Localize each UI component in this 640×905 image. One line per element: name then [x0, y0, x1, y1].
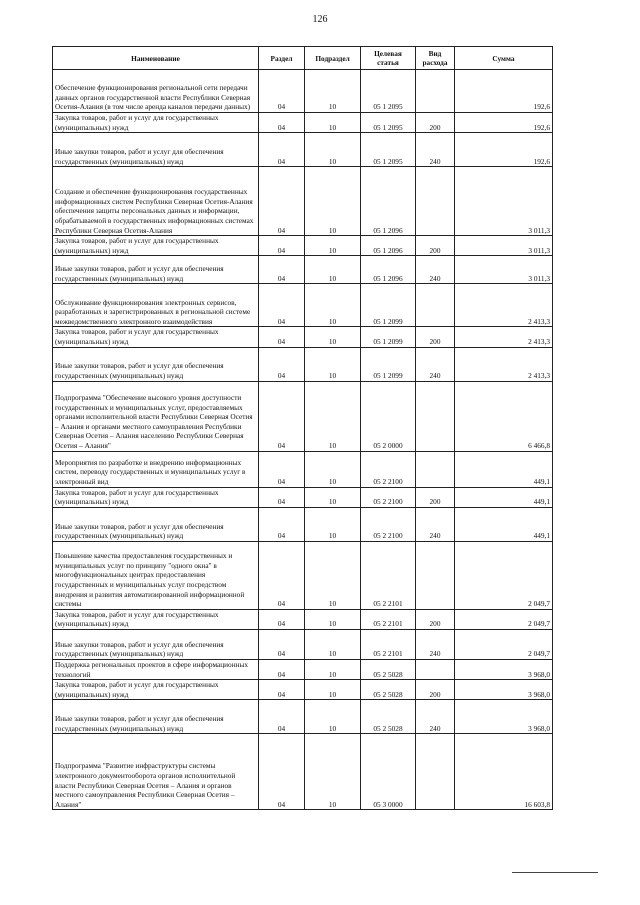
- table-row: [53, 327, 553, 347]
- budget-table: [52, 46, 553, 810]
- cell-amount: 192,6: [455, 133, 553, 167]
- header-target-article: Целевая статья: [361, 47, 416, 70]
- table-row: [53, 113, 553, 133]
- cell-section: 04: [259, 487, 305, 507]
- cell-section: 04: [259, 327, 305, 347]
- cell-section: 04: [259, 659, 305, 679]
- cell-subsection: 10: [305, 347, 361, 381]
- cell-target-article: 05 1 2095: [361, 70, 416, 113]
- cell-subsection: 10: [305, 507, 361, 541]
- cell-amount: 2 413,3: [455, 327, 553, 347]
- cell-target-article: 05 2 2101: [361, 609, 416, 629]
- cell-name: Поддержка региональных проектов в сфере информационных технологий: [53, 659, 259, 679]
- cell-subsection: 10: [305, 659, 361, 679]
- cell-section: 04: [259, 347, 305, 381]
- cell-amount: 3 968,0: [455, 680, 553, 700]
- cell-amount: 3 968,0: [455, 700, 553, 734]
- table-row: [53, 167, 553, 236]
- table-row: [53, 629, 553, 659]
- cell-subsection: 10: [305, 700, 361, 734]
- cell-section: 04: [259, 451, 305, 487]
- cell-amount: 2 413,3: [455, 284, 553, 327]
- cell-name: Обслуживание функционирования электронных сервисов, разработанных и зарегистрированных в региональной системе межведомственного электронного взаимодействия: [53, 284, 259, 327]
- cell-subsection: 10: [305, 629, 361, 659]
- cell-amount: 3 011,3: [455, 256, 553, 284]
- cell-target-article: 05 1 2096: [361, 256, 416, 284]
- cell-name: Закупка товаров, работ и услуг для государственных (муниципальных) нужд: [53, 236, 259, 256]
- cell-subsection: 10: [305, 680, 361, 700]
- cell-section: 04: [259, 113, 305, 133]
- cell-name: Иные закупки товаров, работ и услуг для обеспечения государственных (муниципальных) нужд: [53, 133, 259, 167]
- cell-subsection: 10: [305, 734, 361, 810]
- cell-amount: 3 968,0: [455, 659, 553, 679]
- cell-section: 04: [259, 256, 305, 284]
- cell-expense-type: 200: [416, 680, 455, 700]
- cell-name: Создание и обеспечение функционирования государственных информационных систем Республики Северная Осетия-Алания обеспечения защиты персональных данных и информации, обрабатываемой в государственных информационных системах Республики Северная Осетия-Алания: [53, 167, 259, 236]
- footer-divider: [512, 872, 598, 873]
- cell-name: Подпрограмма "Обеспечение высокого уровня доступности государственных и муниципальных услуг, предоставляемых органами исполнительной власти Республики Северная Осетия – Алания и органами местного самоуправления Республики Северная Осетия – Алания населению Республики Северная Осетия – Алания": [53, 381, 259, 451]
- cell-section: 04: [259, 700, 305, 734]
- cell-amount: 2 413,3: [455, 347, 553, 381]
- cell-target-article: 05 1 2095: [361, 113, 416, 133]
- cell-subsection: 10: [305, 327, 361, 347]
- cell-target-article: 05 1 2099: [361, 327, 416, 347]
- cell-target-article: 05 1 2096: [361, 167, 416, 236]
- cell-subsection: 10: [305, 256, 361, 284]
- cell-amount: 449,1: [455, 487, 553, 507]
- cell-target-article: 05 1 2095: [361, 133, 416, 167]
- cell-expense-type: [416, 734, 455, 810]
- cell-amount: 3 011,3: [455, 236, 553, 256]
- table-row: [53, 541, 553, 609]
- cell-target-article: 05 2 2101: [361, 629, 416, 659]
- cell-target-article: 05 2 5028: [361, 659, 416, 679]
- table-row: [53, 381, 553, 451]
- cell-name: Повышение качества предоставления государственных и муниципальных услуг по принципу "одного окна" в многофункциональных центрах предоставления государственных и муниципальных услуг посредством внедрения и развития автоматизированной информационной системы: [53, 541, 259, 609]
- cell-target-article: 05 3 0000: [361, 734, 416, 810]
- cell-amount: 192,6: [455, 113, 553, 133]
- cell-expense-type: 200: [416, 236, 455, 256]
- table-row: [53, 70, 553, 113]
- cell-section: 04: [259, 507, 305, 541]
- cell-target-article: 05 1 2096: [361, 236, 416, 256]
- cell-amount: 449,1: [455, 451, 553, 487]
- cell-name: Обеспечение функционирования региональной сети передачи данных органов государственной власти Республики Северная Осетия-Алания (в том числе аренда каналов передачи данных): [53, 70, 259, 113]
- table-row: [53, 347, 553, 381]
- cell-subsection: 10: [305, 381, 361, 451]
- cell-section: 04: [259, 381, 305, 451]
- cell-expense-type: [416, 381, 455, 451]
- cell-expense-type: [416, 70, 455, 113]
- cell-amount: 2 049,7: [455, 541, 553, 609]
- cell-expense-type: [416, 284, 455, 327]
- cell-subsection: 10: [305, 609, 361, 629]
- cell-expense-type: 240: [416, 629, 455, 659]
- cell-expense-type: [416, 167, 455, 236]
- cell-target-article: 05 1 2099: [361, 347, 416, 381]
- cell-expense-type: 240: [416, 507, 455, 541]
- table-row: [53, 133, 553, 167]
- cell-name: Иные закупки товаров, работ и услуг для обеспечения государственных (муниципальных) нужд: [53, 629, 259, 659]
- cell-amount: 16 603,8: [455, 734, 553, 810]
- table-row: [53, 700, 553, 734]
- table-row: [53, 284, 553, 327]
- cell-subsection: 10: [305, 236, 361, 256]
- cell-expense-type: 240: [416, 256, 455, 284]
- table-row: [53, 507, 553, 541]
- header-section: Раздел: [259, 47, 305, 70]
- cell-section: 04: [259, 236, 305, 256]
- cell-section: 04: [259, 70, 305, 113]
- cell-expense-type: [416, 451, 455, 487]
- cell-target-article: 05 2 5028: [361, 700, 416, 734]
- header-amount: Сумма: [455, 47, 553, 70]
- cell-section: 04: [259, 284, 305, 327]
- cell-target-article: 05 2 2100: [361, 451, 416, 487]
- table-header-row: [53, 47, 553, 70]
- cell-amount: 3 011,3: [455, 167, 553, 236]
- table-row: [53, 451, 553, 487]
- cell-expense-type: 240: [416, 347, 455, 381]
- cell-expense-type: 200: [416, 487, 455, 507]
- table-row: [53, 659, 553, 679]
- cell-expense-type: 240: [416, 133, 455, 167]
- cell-section: 04: [259, 609, 305, 629]
- cell-subsection: 10: [305, 70, 361, 113]
- cell-amount: 449,1: [455, 507, 553, 541]
- cell-section: 04: [259, 541, 305, 609]
- cell-name: Закупка товаров, работ и услуг для государственных (муниципальных) нужд: [53, 680, 259, 700]
- cell-amount: 2 049,7: [455, 609, 553, 629]
- cell-name: Иные закупки товаров, работ и услуг для обеспечения государственных (муниципальных) нужд: [53, 256, 259, 284]
- cell-subsection: 10: [305, 167, 361, 236]
- cell-name: Иные закупки товаров, работ и услуг для обеспечения государственных (муниципальных) нужд: [53, 700, 259, 734]
- cell-name: Мероприятия по разработке и внедрению информационных систем, переводу государственных и муниципальных услуг в электронный вид: [53, 451, 259, 487]
- cell-subsection: 10: [305, 451, 361, 487]
- cell-expense-type: 200: [416, 327, 455, 347]
- cell-name: Иные закупки товаров, работ и услуг для обеспечения государственных (муниципальных) нужд: [53, 507, 259, 541]
- table-row: [53, 236, 553, 256]
- cell-name: Закупка товаров, работ и услуг для государственных (муниципальных) нужд: [53, 487, 259, 507]
- table-row: [53, 487, 553, 507]
- cell-section: 04: [259, 133, 305, 167]
- cell-expense-type: [416, 541, 455, 609]
- page-number: 126: [312, 14, 328, 25]
- table-row: [53, 734, 553, 810]
- cell-amount: 6 466,8: [455, 381, 553, 451]
- table-row: [53, 256, 553, 284]
- cell-section: 04: [259, 734, 305, 810]
- cell-name: Закупка товаров, работ и услуг для государственных (муниципальных) нужд: [53, 609, 259, 629]
- cell-target-article: 05 1 2099: [361, 284, 416, 327]
- cell-name: Закупка товаров, работ и услуг для государственных (муниципальных) нужд: [53, 327, 259, 347]
- cell-subsection: 10: [305, 541, 361, 609]
- cell-target-article: 05 2 5028: [361, 680, 416, 700]
- table-row: [53, 680, 553, 700]
- cell-subsection: 10: [305, 113, 361, 133]
- cell-target-article: 05 2 2100: [361, 507, 416, 541]
- cell-subsection: 10: [305, 487, 361, 507]
- cell-target-article: 05 2 2101: [361, 541, 416, 609]
- cell-amount: 192,6: [455, 70, 553, 113]
- cell-section: 04: [259, 167, 305, 236]
- header-subsection: Подраздел: [305, 47, 361, 70]
- header-expense-type: Вид расхода: [416, 47, 455, 70]
- cell-name: Иные закупки товаров, работ и услуг для обеспечения государственных (муниципальных) нужд: [53, 347, 259, 381]
- cell-expense-type: 200: [416, 113, 455, 133]
- cell-target-article: 05 2 0000: [361, 381, 416, 451]
- header-name: Наименование: [53, 47, 259, 70]
- table-row: [53, 609, 553, 629]
- cell-subsection: 10: [305, 284, 361, 327]
- cell-target-article: 05 2 2100: [361, 487, 416, 507]
- cell-subsection: 10: [305, 133, 361, 167]
- cell-name: Подпрограмма "Развитие инфраструктуры системы электронного документооборота органов исполнительной власти Республики Северная Осетия – Алания и органов местного самоуправления Республики Северная Осетия – Алания": [53, 734, 259, 810]
- cell-amount: 2 049,7: [455, 629, 553, 659]
- cell-section: 04: [259, 629, 305, 659]
- cell-section: 04: [259, 680, 305, 700]
- cell-name: Закупка товаров, работ и услуг для государственных (муниципальных) нужд: [53, 113, 259, 133]
- cell-expense-type: [416, 659, 455, 679]
- cell-expense-type: 200: [416, 609, 455, 629]
- cell-expense-type: 240: [416, 700, 455, 734]
